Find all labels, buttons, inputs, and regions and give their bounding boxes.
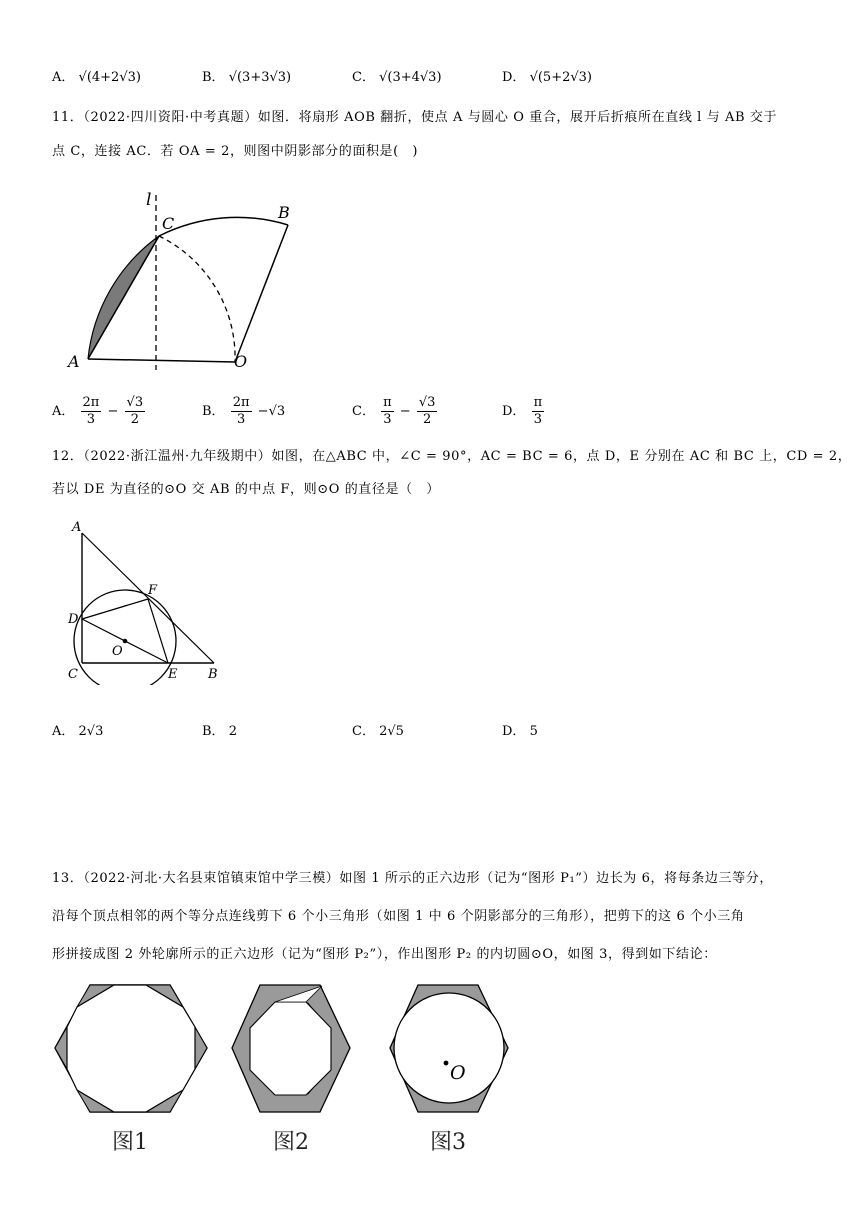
- numerator: π: [533, 395, 543, 410]
- denominator: 3: [383, 412, 392, 427]
- caption-fig1: 图1: [112, 1130, 148, 1155]
- label-b: B: [208, 667, 218, 682]
- corner-triangle: [55, 1027, 67, 1069]
- fraction: [417, 395, 438, 428]
- numerator: π: [383, 395, 392, 410]
- option-label: B．: [202, 70, 225, 85]
- option-value: √(3+3√3): [228, 70, 292, 85]
- label-o: O: [450, 1062, 466, 1084]
- fraction: [81, 395, 102, 428]
- q10-option-c: [352, 66, 442, 85]
- q13-figure-2: [230, 980, 354, 1120]
- q12-figure: [60, 515, 230, 685]
- operator-term: −√3: [257, 404, 286, 419]
- operator: −: [399, 404, 411, 419]
- fraction: [231, 395, 252, 428]
- label-l: l: [146, 190, 152, 210]
- option-label: D．: [502, 404, 526, 419]
- q11-option-c: [352, 395, 439, 428]
- caption-fig3: 图3: [430, 1130, 466, 1155]
- option-value: √(4+2√3): [78, 70, 141, 85]
- option-label: C．: [352, 724, 375, 739]
- corner-triangle: [195, 1027, 207, 1069]
- caption-fig2: 图2: [273, 1130, 309, 1155]
- circle-o: [74, 590, 176, 685]
- option-value: √(5+2√3): [529, 70, 592, 85]
- denominator: 3: [236, 412, 246, 427]
- option-label: C．: [352, 70, 375, 85]
- radius-oa: [88, 359, 235, 362]
- fraction: [532, 395, 545, 428]
- q13-text-line1: 13．（2022·河北·大名县束馆镇束馆中学三模）如图 1 所示的正六边形（记为“图形 P₁”）边长为 6，将每条边三等分，: [52, 871, 773, 886]
- radius-ob: [235, 225, 288, 362]
- folded-arc: [159, 236, 235, 362]
- label-c: C: [68, 667, 78, 682]
- q13-text-line3: 形拼接成图 2 外轮廓所示的正六边形（记为“图形 P₂”），作出图形 P₂ 的内切圆⊙O，如图 3，得到如下结论：: [52, 947, 717, 962]
- q12-option-a: [52, 720, 103, 739]
- label-o: O: [112, 644, 123, 659]
- q11-text-line1: 11．（2022·四川资阳·中考真题）如图．将扇形 AOB 翻折，使点 A 与圆心 O 重合，展开后折痕所在直线 l 与 AB 交于: [52, 110, 778, 125]
- numerator: √3: [126, 395, 144, 410]
- q13-figure-1: [52, 980, 212, 1120]
- option-label: C．: [352, 404, 375, 419]
- label-b: B: [278, 203, 290, 222]
- operator: −: [107, 404, 119, 419]
- q12-option-b: [202, 720, 237, 739]
- label-o: O: [234, 352, 248, 371]
- label-a: A: [68, 352, 80, 371]
- numerator: 2π: [82, 395, 100, 410]
- q13-figure-3: [388, 980, 512, 1120]
- inner-dodecagon: [67, 985, 195, 1112]
- q13-text-line2: 沿每个顶点相邻的两个等分点连线剪下 6 个小三角形（如图 1 中 6 个阴影部分的三角形），把剪下的这 6 个小三角: [52, 909, 745, 924]
- option-label: A．: [52, 724, 75, 739]
- q12-option-c: [352, 720, 404, 739]
- label-a: A: [72, 520, 82, 535]
- denominator: 2: [130, 412, 139, 427]
- fraction: [381, 395, 394, 428]
- option-label: A．: [52, 70, 75, 85]
- denominator: 3: [533, 412, 542, 427]
- q10-option-a: [52, 66, 141, 85]
- q11-option-a: [52, 395, 147, 428]
- q11-text-line2: 点 C，连接 AC．若 OA = 2，则图中阴影部分的面积是( ): [52, 144, 419, 159]
- chord-ac: [88, 236, 159, 359]
- label-f: F: [148, 583, 158, 598]
- option-label: B．: [202, 404, 225, 419]
- option-value: 2: [228, 724, 237, 739]
- denominator: 2: [422, 412, 432, 427]
- side-ab: [82, 533, 214, 663]
- center-o: [123, 639, 128, 644]
- label-c: C: [162, 214, 175, 233]
- q11-option-b: [202, 395, 285, 428]
- label-d: D: [68, 612, 79, 627]
- option-label: A．: [52, 404, 75, 419]
- option-label: D．: [502, 70, 526, 85]
- fraction: [125, 395, 146, 428]
- q11-option-d: [502, 395, 546, 428]
- q12-text-line1: 12．（2022·浙江温州·九年级期中）如图，在△ABC 中，∠C = 90°，AC = BC = 6，点 D，E 分别在 AC 和 BC 上，CD = 2，: [52, 449, 852, 464]
- option-value: √(3+4√3): [379, 70, 442, 85]
- option-label: D．: [502, 724, 526, 739]
- inner-region: [250, 1002, 331, 1095]
- option-value: 2√3: [78, 724, 104, 739]
- q11-figure: [60, 185, 300, 375]
- option-value: 5: [529, 724, 538, 739]
- q12-option-d: [502, 720, 538, 739]
- numerator: √3: [418, 395, 436, 410]
- center-o: [444, 1061, 449, 1066]
- incircle-o: [394, 993, 504, 1103]
- label-e: E: [168, 667, 178, 682]
- arc-cb: [159, 217, 288, 236]
- q10-option-b: [202, 66, 291, 85]
- denominator: 3: [86, 412, 96, 427]
- numerator: 2π: [232, 395, 250, 410]
- q12-text-line2: 若以 DE 为直径的⊙O 交 AB 的中点 F，则⊙O 的直径是（ ）: [52, 482, 440, 497]
- option-value: 2√5: [379, 724, 404, 739]
- option-label: B．: [202, 724, 225, 739]
- q10-option-d: [502, 66, 592, 85]
